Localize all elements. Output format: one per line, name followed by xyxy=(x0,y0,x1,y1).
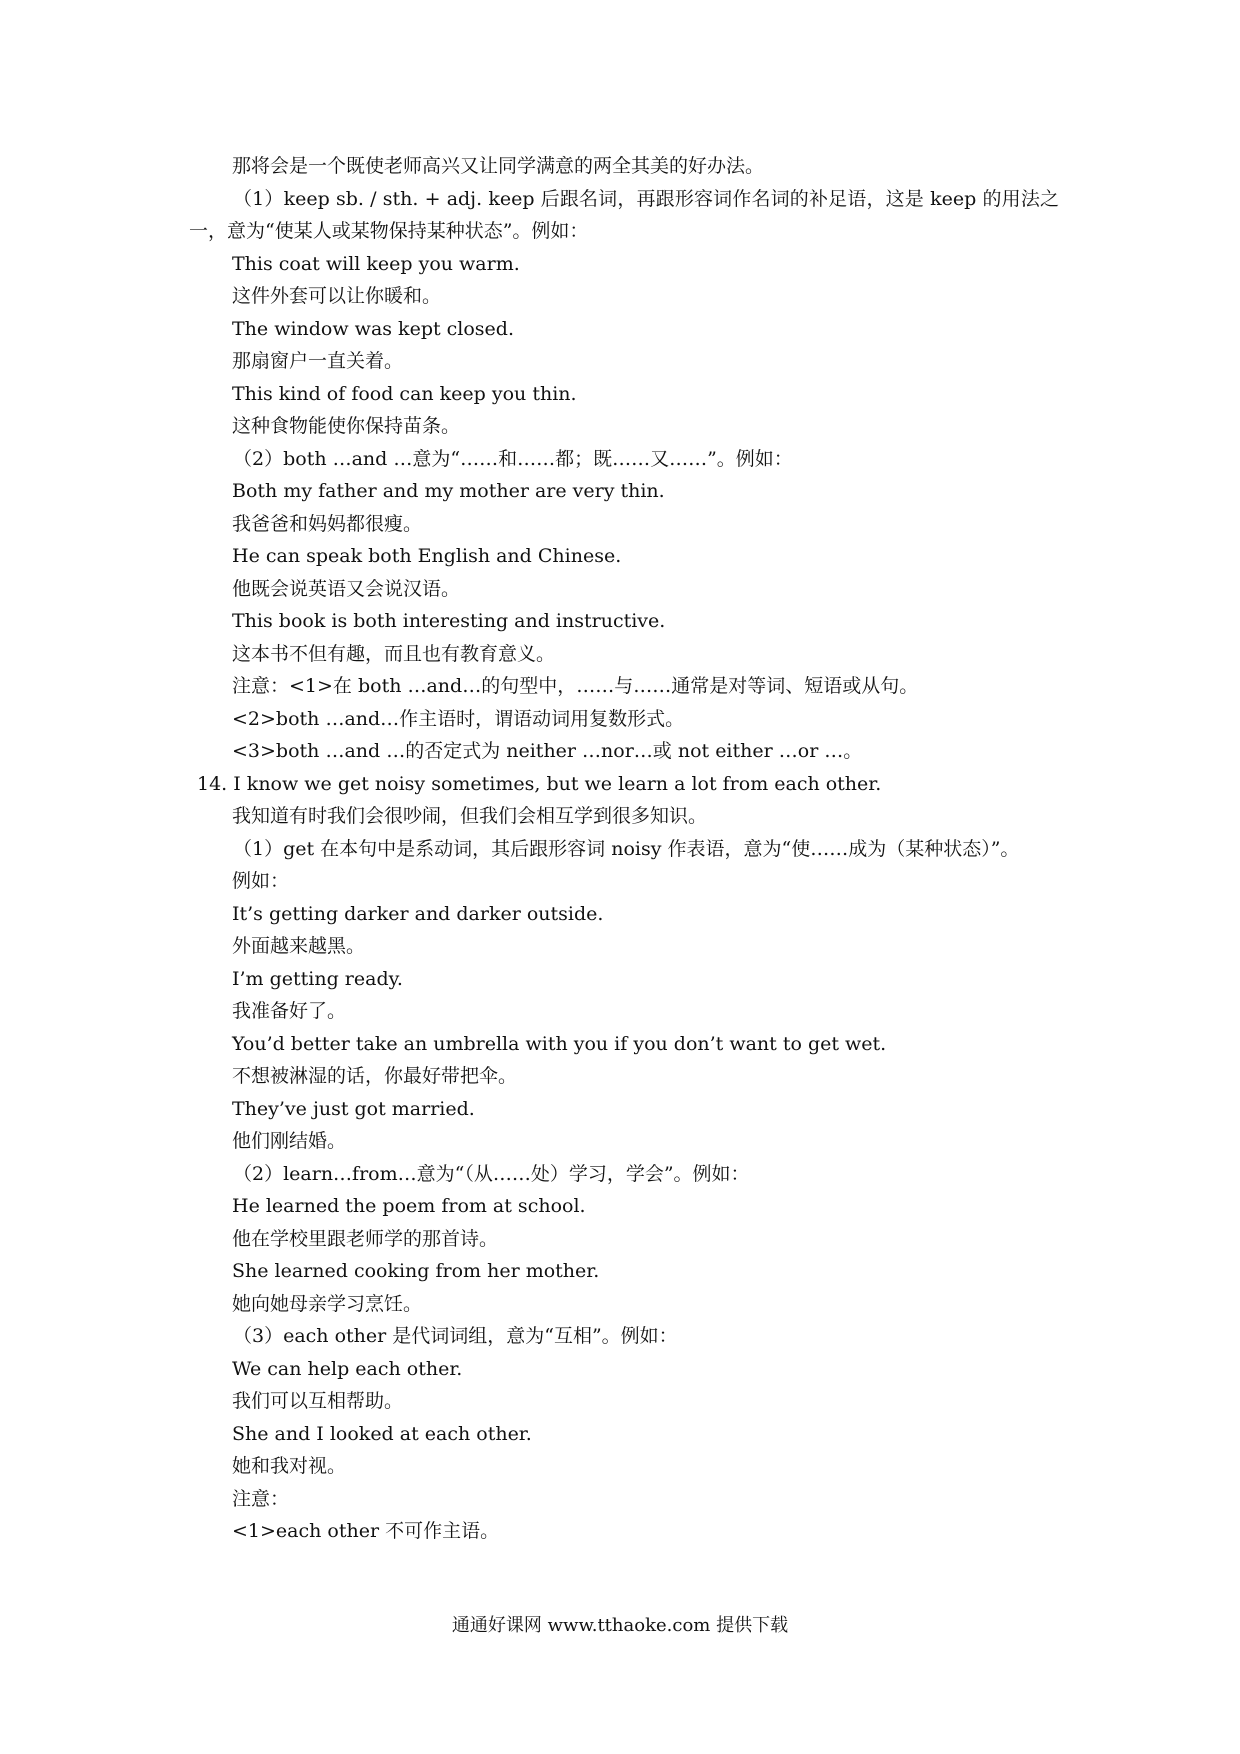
page-footer: 通通好课网 www.tthaoke.com 提供下载 xyxy=(451,1615,789,1636)
note-line: <2>both …and…作主语时，谓语动词用复数形式。 xyxy=(232,707,685,730)
example-sentence: We can help each other. xyxy=(232,1357,463,1380)
example-sentence: He learned the poem from at school. xyxy=(232,1195,586,1217)
section-heading: （2）both …and …意为“……和……都；既……又……”。例如： xyxy=(233,447,793,470)
example-translation: 他在学校里跟老师学的那首诗。 xyxy=(232,1227,499,1250)
section-heading: （2）learn…from…意为“（从……处）学习，学会”。例如： xyxy=(233,1162,750,1185)
document-body xyxy=(189,150,1059,1548)
example-sentence: She learned cooking from her mother. xyxy=(232,1260,600,1282)
example-sentence: This coat will keep you warm. xyxy=(232,252,520,275)
example-translation: 我知道有时我们会很吵闹，但我们会相互学到很多知识。 xyxy=(232,805,708,827)
example-translation: 她向她母亲学习烹饪。 xyxy=(232,1292,423,1315)
numbered-item: 14. I know we get noisy sometimes, but we learn a lot from each other. xyxy=(197,772,882,795)
text-paragraph: （1）get 在本句中是系动词，其后跟形容词 noisy 作表语，意为“使……成为（某种状态）”。 xyxy=(233,837,1020,860)
note-line: 注意：<1>在 both …and…的句型中，……与……通常是对等词、短语或从句。 xyxy=(232,675,919,697)
section-heading: （3）each other 是代词词组，意为“互相”。例如： xyxy=(233,1325,678,1347)
example-sentence: Both my father and my mother are very thin. xyxy=(232,480,665,502)
example-sentence: She and I looked at each other. xyxy=(232,1422,532,1445)
example-translation: 这种食物能使你保持苗条。 xyxy=(232,415,461,437)
example-sentence: You’d better take an umbrella with you if you don’t want to get wet. xyxy=(232,1032,887,1055)
note-line: 注意： xyxy=(232,1487,290,1510)
example-sentence: He can speak both English and Chinese. xyxy=(232,545,622,567)
example-sentence: This book is both interesting and instructive. xyxy=(232,610,666,632)
text-line: 例如： xyxy=(232,870,290,892)
example-sentence: This kind of food can keep you thin. xyxy=(232,382,577,405)
example-sentence: It’s getting darker and darker outside. xyxy=(232,902,604,925)
example-sentence: The window was kept closed. xyxy=(232,317,515,340)
example-translation: 我们可以互相帮助。 xyxy=(232,1390,404,1412)
example-translation: 他既会说英语又会说汉语。 xyxy=(232,577,461,600)
example-translation: 不想被淋湿的话，你最好带把伞。 xyxy=(232,1065,518,1087)
example-sentence: They’ve just got married. xyxy=(232,1097,475,1120)
note-line: <1>each other 不可作主语。 xyxy=(232,1520,500,1542)
note-line: <3>both …and …的否定式为 neither …nor…或 not either …or …。 xyxy=(232,740,863,762)
example-translation: 外面越来越黑。 xyxy=(232,935,366,957)
example-translation: 她和我对视。 xyxy=(232,1455,347,1477)
example-translation: 那扇窗户一直关着。 xyxy=(232,350,404,372)
example-translation: 他们刚结婚。 xyxy=(232,1130,347,1152)
text-paragraph: （1）keep sb. / sth. + adj. keep 后跟名词，再跟形容词作名词的补足语，这是 keep 的用法之一，意为“使某人或某物保持某种状态”。例如： xyxy=(189,187,1059,242)
text-line: 那将会是一个既使老师高兴又让同学满意的两全其美的好办法。 xyxy=(232,155,765,177)
example-translation: 我爸爸和妈妈都很瘦。 xyxy=(232,512,423,535)
example-sentence: I’m getting ready. xyxy=(232,967,403,990)
example-translation: 我准备好了。 xyxy=(232,1000,347,1022)
example-translation: 这本书不但有趣，而且也有教育意义。 xyxy=(232,642,556,665)
example-translation: 这件外套可以让你暖和。 xyxy=(232,285,442,307)
